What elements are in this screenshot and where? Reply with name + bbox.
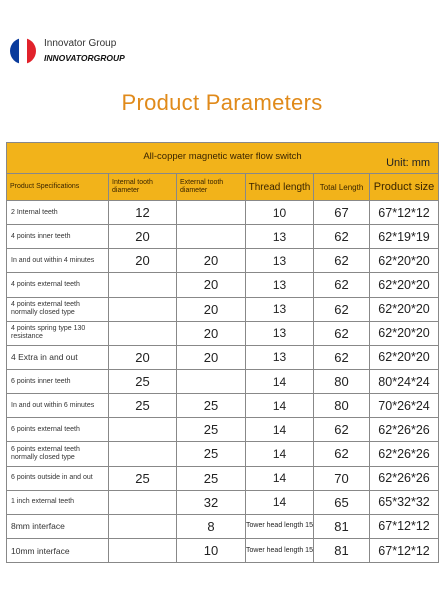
- external-diameter-cell: 20: [177, 249, 246, 273]
- total-length-cell: 62: [314, 273, 370, 297]
- header-internal: Internal tooth diameter: [109, 174, 177, 201]
- external-diameter-cell: [177, 225, 246, 249]
- product-size-cell: 65*32*32: [370, 490, 439, 514]
- table-row: [7, 466, 439, 490]
- header-total: Total Length: [314, 174, 370, 201]
- table-row: [7, 369, 439, 393]
- internal-diameter-cell: 20: [109, 225, 177, 249]
- spec-cell: In and out within 6 minutes: [7, 394, 109, 418]
- header-thread: Thread length: [246, 174, 314, 201]
- external-diameter-cell: 25: [177, 394, 246, 418]
- total-length-cell: 62: [314, 297, 370, 321]
- spec-cell: 8mm interface: [7, 514, 109, 538]
- thread-length-cell: 10: [246, 201, 314, 225]
- total-length-cell: 81: [314, 514, 370, 538]
- product-size-cell: 62*20*20: [370, 321, 439, 345]
- spec-cell: 4 points inner teeth: [7, 225, 109, 249]
- table-row: [7, 225, 439, 249]
- internal-diameter-cell: [109, 273, 177, 297]
- product-size-cell: 62*26*26: [370, 442, 439, 466]
- header-spec: Product Specifications: [7, 174, 109, 201]
- thread-length-cell: Tower head length 15: [246, 538, 314, 562]
- product-size-cell: 67*12*12: [370, 538, 439, 562]
- page-title: Product Parameters: [121, 90, 323, 115]
- internal-diameter-cell: 25: [109, 394, 177, 418]
- spec-cell: 4 points spring type 130 resistance: [7, 321, 109, 345]
- caption-title: All-copper magnetic water flow switch: [143, 151, 302, 162]
- total-length-cell: 62: [314, 249, 370, 273]
- external-diameter-cell: 20: [177, 321, 246, 345]
- brand-header: [10, 36, 125, 66]
- thread-length-cell: 13: [246, 321, 314, 345]
- spec-cell: 6 points external teeth normally closed type: [7, 442, 109, 466]
- product-size-cell: 67*12*12: [370, 514, 439, 538]
- table-row: [7, 345, 439, 369]
- internal-diameter-cell: 25: [109, 466, 177, 490]
- table-row: [7, 321, 439, 345]
- brand-name: Innovator Group: [44, 38, 117, 49]
- table-row: [7, 297, 439, 321]
- external-diameter-cell: 20: [177, 273, 246, 297]
- france-flag-icon: [10, 38, 36, 64]
- thread-length-cell: 14: [246, 394, 314, 418]
- product-size-cell: 67*12*12: [370, 201, 439, 225]
- total-length-cell: 81: [314, 538, 370, 562]
- thread-length-cell: 14: [246, 418, 314, 442]
- spec-cell: 6 points outside in and out: [7, 466, 109, 490]
- internal-diameter-cell: 20: [109, 249, 177, 273]
- internal-diameter-cell: [109, 297, 177, 321]
- external-diameter-cell: 25: [177, 418, 246, 442]
- thread-length-cell: 13: [246, 225, 314, 249]
- thread-length-cell: 14: [246, 442, 314, 466]
- table-row: [7, 249, 439, 273]
- total-length-cell: 80: [314, 394, 370, 418]
- spec-cell: In and out within 4 minutes: [7, 249, 109, 273]
- product-size-cell: 62*19*19: [370, 225, 439, 249]
- external-diameter-cell: 32: [177, 490, 246, 514]
- table-row: [7, 418, 439, 442]
- table-row: [7, 538, 439, 562]
- thread-length-cell: 14: [246, 369, 314, 393]
- product-size-cell: 62*20*20: [370, 249, 439, 273]
- spec-cell: 6 points external teeth: [7, 418, 109, 442]
- thread-length-cell: 13: [246, 273, 314, 297]
- external-diameter-cell: [177, 369, 246, 393]
- product-size-cell: 70*26*24: [370, 394, 439, 418]
- external-diameter-cell: [177, 201, 246, 225]
- spec-cell: 10mm interface: [7, 538, 109, 562]
- external-diameter-cell: 25: [177, 442, 246, 466]
- spec-cell: 4 Extra in and out: [7, 345, 109, 369]
- external-diameter-cell: 10: [177, 538, 246, 562]
- internal-diameter-cell: [109, 538, 177, 562]
- table-row: [7, 514, 439, 538]
- spec-cell: 2 Internal teeth: [7, 201, 109, 225]
- spec-cell: 6 points inner teeth: [7, 369, 109, 393]
- product-size-cell: 62*26*26: [370, 418, 439, 442]
- table-row: [7, 442, 439, 466]
- thread-length-cell: Tower head length 15: [246, 514, 314, 538]
- product-size-cell: 62*20*20: [370, 345, 439, 369]
- brand-name-upper: INNOVATORGROUP: [44, 53, 125, 63]
- table-caption: [7, 143, 439, 174]
- table-row: [7, 394, 439, 418]
- internal-diameter-cell: 25: [109, 369, 177, 393]
- external-diameter-cell: 20: [177, 345, 246, 369]
- table-row: [7, 490, 439, 514]
- product-parameters-table: [6, 142, 439, 563]
- header-row: [7, 174, 439, 201]
- product-size-cell: 62*20*20: [370, 273, 439, 297]
- external-diameter-cell: 8: [177, 514, 246, 538]
- total-length-cell: 65: [314, 490, 370, 514]
- spec-cell: 4 points external teeth normally closed type: [7, 297, 109, 321]
- total-length-cell: 62: [314, 418, 370, 442]
- external-diameter-cell: 20: [177, 297, 246, 321]
- internal-diameter-cell: 20: [109, 345, 177, 369]
- total-length-cell: 80: [314, 369, 370, 393]
- product-size-cell: 62*26*26: [370, 466, 439, 490]
- internal-diameter-cell: [109, 418, 177, 442]
- product-size-cell: 62*20*20: [370, 297, 439, 321]
- internal-diameter-cell: 12: [109, 201, 177, 225]
- thread-length-cell: 13: [246, 345, 314, 369]
- external-diameter-cell: 25: [177, 466, 246, 490]
- total-length-cell: 67: [314, 201, 370, 225]
- product-size-cell: 80*24*24: [370, 369, 439, 393]
- header-external: External tooth diameter: [177, 174, 246, 201]
- internal-diameter-cell: [109, 442, 177, 466]
- unit-label: Unit: mm: [386, 157, 431, 169]
- total-length-cell: 62: [314, 225, 370, 249]
- table-row: [7, 273, 439, 297]
- internal-diameter-cell: [109, 514, 177, 538]
- internal-diameter-cell: [109, 321, 177, 345]
- thread-length-cell: 13: [246, 297, 314, 321]
- total-length-cell: 62: [314, 442, 370, 466]
- thread-length-cell: 14: [246, 490, 314, 514]
- total-length-cell: 70: [314, 466, 370, 490]
- thread-length-cell: 13: [246, 249, 314, 273]
- table-row: [7, 201, 439, 225]
- spec-cell: 1 inch external teeth: [7, 490, 109, 514]
- total-length-cell: 62: [314, 345, 370, 369]
- spec-cell: 4 points external teeth: [7, 273, 109, 297]
- total-length-cell: 62: [314, 321, 370, 345]
- thread-length-cell: 14: [246, 466, 314, 490]
- header-size: Product size: [370, 174, 439, 201]
- internal-diameter-cell: [109, 490, 177, 514]
